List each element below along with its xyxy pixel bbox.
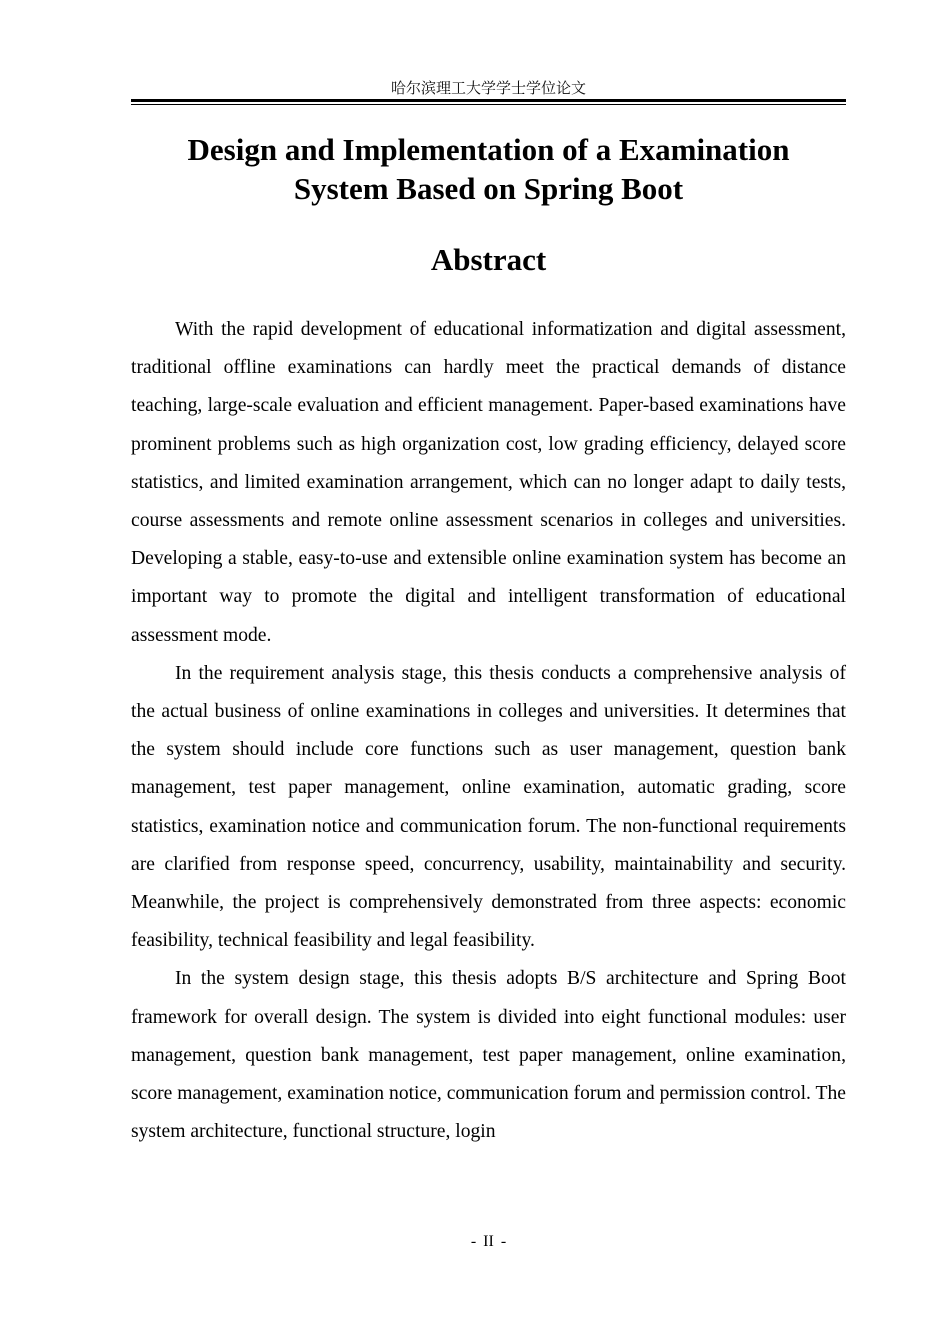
abstract-paragraph-2: In the requirement analysis stage, this thesis conducts a comprehensive analysis of the actual business of online examinations in colleges and universities. It determines that the system should include core functions such as user management, question bank management, test paper management, online examination, automatic grading, score statistics, examination notice and communication forum. The non-functional requirements are clarified from response speed, concurrency, usability, maintainability and security. Meanwhile, the project is comprehensively demonstrated from three aspects: economic feasibility, technical feasibility and legal feasibility. bbox=[131, 662, 846, 952]
header-rule-thick bbox=[131, 99, 846, 102]
abstract-heading: Abstract bbox=[430, 242, 547, 277]
header-rule-thin bbox=[131, 104, 846, 105]
running-header: 哈尔滨理工大学学士学位论文 bbox=[390, 79, 586, 97]
abstract-paragraph-3: In the system design stage, this thesis adopts B/S architecture and Spring Boot framework for overall design. The system is divided into eight functional modules: user management, question bank management, test paper management, online examination, score management, examination notice, communication forum and permission control. The system architecture, functional structure, login bbox=[131, 968, 846, 1143]
thesis-title bbox=[131, 130, 846, 208]
page-number: - II - bbox=[470, 1233, 507, 1250]
thesis-title-line-2: System Based on Spring Boot bbox=[293, 171, 684, 206]
abstract-body bbox=[131, 311, 846, 1151]
abstract-paragraph-1: With the rapid development of educational informatization and digital assessment, traditional offline examinations can hardly meet the practical demands of distance teaching, large-scale evaluation and efficient management. Paper-based examinations have prominent problems such as high organization cost, low grading efficiency, delayed score statistics, and limited examination arrangement, which can no longer adapt to daily tests, course assessments and remote online assessment scenarios in colleges and universities. Developing a stable, easy-to-use and extensible online examination system has become an important way to promote the digital and intelligent transformation of educational assessment mode. bbox=[131, 319, 846, 646]
thesis-title-line-1: Design and Implementation of a Examination bbox=[187, 132, 790, 167]
